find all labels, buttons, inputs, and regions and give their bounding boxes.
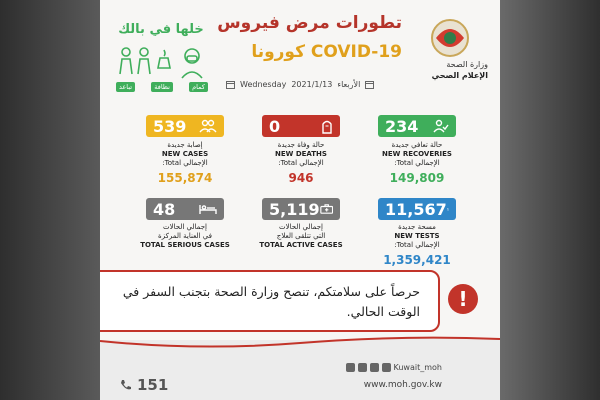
active-cases-badge <box>262 198 340 220</box>
travel-advisory-text: حرصاً على سلامتكم، تنصح وزارة الصحة بتجنب السفر في الوقت الحالي. <box>122 284 420 319</box>
serious-cases-value: 48 <box>153 199 176 219</box>
tag-distance: تباعد <box>116 82 135 92</box>
serious-cases-label-ar1: إجمالي الحالات <box>163 223 207 231</box>
new-tests-total: 1,359,421 <box>383 253 451 267</box>
tag-mask: كمام <box>189 82 208 92</box>
new-tests-badge <box>378 198 456 220</box>
new-recoveries-label <box>357 141 477 168</box>
calendar-icon-right <box>365 80 374 89</box>
social-links <box>346 363 442 372</box>
footer-wave <box>100 333 500 353</box>
new-deaths-label-ar: حالة وفاة جديدة <box>277 141 325 149</box>
ministry-name <box>432 59 488 81</box>
background-left <box>0 0 100 400</box>
medical-kit-icon <box>320 203 333 215</box>
new-deaths-total: 946 <box>288 171 314 185</box>
active-cases-value: 5,119 <box>269 199 320 219</box>
new-deaths-badge <box>262 115 340 137</box>
new-cases-value: 539 <box>153 116 187 136</box>
new-cases-total: 155,874 <box>157 171 213 185</box>
tag-hygiene: نظافة <box>151 82 173 92</box>
date-bar <box>226 77 392 92</box>
prevention-tags <box>116 82 208 92</box>
ministry-line2: الإعلام الصحي <box>431 71 488 80</box>
new-tests-label <box>357 223 477 250</box>
new-deaths-label-en: NEW DEATHS <box>275 150 327 158</box>
new-deaths-total-label: الإجمالي Total: <box>278 159 324 167</box>
active-cases-label-ar1: إجمالي الحالات <box>279 223 323 231</box>
hotline-number: 151 <box>137 376 169 394</box>
new-tests-value: 11,567 <box>385 199 447 219</box>
hotline <box>120 376 168 394</box>
date-value: 2021/1/13 <box>291 80 333 89</box>
background-right <box>500 0 600 400</box>
youtube-icon[interactable] <box>382 363 391 372</box>
new-recoveries-label-ar: حالة تعافي جديدة <box>391 141 443 149</box>
recovered-person-icon <box>433 119 449 133</box>
day-en: Wednesday <box>240 80 287 89</box>
phone-icon <box>120 379 132 391</box>
active-cases-label-ar2: التي تتلقى العلاج <box>276 232 326 240</box>
new-cases-label-en: NEW CASES <box>161 150 209 158</box>
new-recoveries-value: 234 <box>385 116 419 136</box>
new-cases-label <box>125 141 245 168</box>
new-tests-total-label: الإجمالي Total: <box>394 241 440 249</box>
serious-cases-label <box>125 223 245 250</box>
instagram-icon[interactable] <box>358 363 367 372</box>
serious-cases-label-ar2: في العناية المركزة <box>158 232 212 240</box>
infographic-card <box>100 0 500 400</box>
day-ar: الأربعاء <box>337 80 361 89</box>
facebook-icon[interactable] <box>346 363 355 372</box>
new-recoveries-total-label: الإجمالي Total: <box>394 159 440 167</box>
page-subtitle: كورونا COVID-19 <box>251 42 402 62</box>
swab-icon <box>447 202 449 217</box>
new-deaths-label <box>241 141 361 168</box>
page-title: تطورات مرض فيروس <box>217 13 402 33</box>
new-cases-badge <box>146 115 224 137</box>
people-group-icon <box>199 119 217 133</box>
tombstone-icon <box>321 119 333 134</box>
calendar-icon <box>226 80 235 89</box>
new-cases-total-label: الإجمالي Total: <box>162 159 208 167</box>
social-handle[interactable]: Kuwait_moh <box>393 363 442 372</box>
new-recoveries-label-en: NEW RECOVERIES <box>382 150 452 158</box>
prevention-people-icon <box>114 44 210 84</box>
serious-cases-label-en: TOTAL SERIOUS CASES <box>140 241 230 249</box>
serious-cases-badge <box>146 198 224 220</box>
prevention-title: خلها في بالك <box>118 22 204 37</box>
new-tests-label-ar: مسحة جديدة <box>398 223 436 231</box>
website-link[interactable]: www.moh.gov.kw <box>363 380 442 390</box>
new-recoveries-total: 149,809 <box>389 171 445 185</box>
hospital-bed-icon <box>199 203 217 215</box>
new-recoveries-badge <box>378 115 456 137</box>
active-cases-label-en: TOTAL ACTIVE CASES <box>259 241 343 249</box>
travel-advisory-box <box>100 270 440 332</box>
alert-icon: ! <box>448 284 478 314</box>
ministry-line1: وزارة الصحة <box>446 60 488 69</box>
active-cases-label <box>241 223 361 250</box>
new-deaths-value: 0 <box>269 116 281 136</box>
new-cases-label-ar: إصابة جديدة <box>167 141 203 149</box>
new-tests-label-en: NEW TESTS <box>394 232 440 240</box>
twitter-icon[interactable] <box>370 363 379 372</box>
